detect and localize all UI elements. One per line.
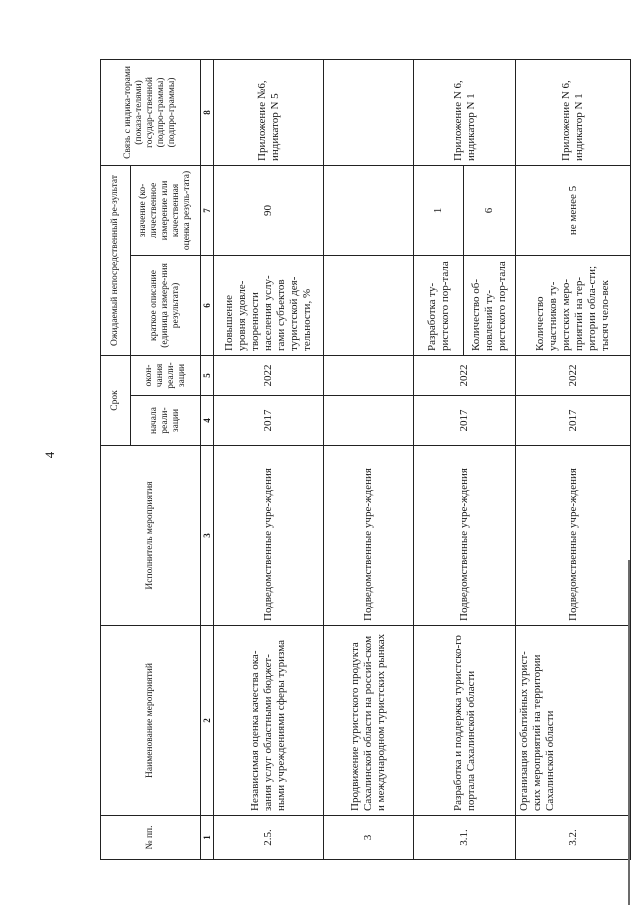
- column-number: 7: [201, 165, 214, 255]
- row-link: Приложение N 6, индикатор N 1: [414, 59, 516, 165]
- row-start: [324, 396, 414, 446]
- column-number: 4: [201, 396, 214, 446]
- measures-table-sheet: [100, 60, 630, 860]
- row-result-desc: [324, 255, 414, 355]
- measures-table: [100, 59, 631, 860]
- header-num: № пп.: [101, 816, 201, 860]
- header-end: окон-чания реали-зации: [131, 355, 201, 395]
- row-name: Продвижение туристского продукта Сахалинской области на россий-ском и международном туристских рынках: [324, 626, 414, 816]
- row-end: [324, 355, 414, 395]
- header-term: Срок: [101, 355, 131, 445]
- row-result-desc: Количество об-новлений ту-ристского пор-тала: [464, 255, 516, 355]
- header-result-desc: краткое описание (единица измере-ния результата): [131, 255, 201, 355]
- column-number: 5: [201, 355, 214, 395]
- table-row: [414, 59, 464, 859]
- row-start: 2017: [414, 396, 516, 446]
- column-number: 6: [201, 255, 214, 355]
- column-number: 2: [201, 626, 214, 816]
- row-start: 2017: [214, 396, 324, 446]
- row-name: Организация событийных турист-ских мероприятий на территории Сахалинской области: [516, 626, 631, 816]
- row-executor: Подведомственные учре-ждения: [414, 446, 516, 626]
- row-result-value: 1: [414, 165, 464, 255]
- row-result-value: 90: [214, 165, 324, 255]
- header-result: Ожидаемый непосредственный ре-зультат: [101, 165, 131, 355]
- row-executor: Подведомственные учре-ждения: [516, 446, 631, 626]
- row-name: Разработка и поддержка туристско-го портала Сахалинской области: [414, 626, 516, 816]
- table-row: [324, 59, 414, 859]
- header-name: Наименование мероприятий: [101, 626, 201, 816]
- row-result-value: [324, 165, 414, 255]
- column-number: 3: [201, 446, 214, 626]
- row-result-value: не менее 5: [516, 165, 631, 255]
- row-result-value: 6: [464, 165, 516, 255]
- row-result-desc: Количество участников ту-ристских меро-приятий на тер-ритории обла-сти; тысяч чело-век: [516, 255, 631, 355]
- row-link: Приложение N 6, индикатор N 1: [516, 59, 631, 165]
- page-number: 4: [42, 451, 57, 459]
- row-link: [324, 59, 414, 165]
- table-row: [516, 59, 631, 859]
- row-executor: Подведомственные учре-ждения: [324, 446, 414, 626]
- row-name: Независимая оценка качества ока-зания услуг областными бюджет-ными учреждениями сферы туризма: [214, 626, 324, 816]
- header-executor: Исполнитель мероприятия: [101, 446, 201, 626]
- column-number: 1: [201, 816, 214, 860]
- scan-edge-line: [628, 560, 630, 905]
- column-number: 8: [201, 59, 214, 165]
- row-num: 3.1.: [414, 816, 516, 860]
- header-result-value: значение (ко-личественное измерение или качественная оценка резуль-тата): [131, 165, 201, 255]
- row-executor: Подведомственные учре-ждения: [214, 446, 324, 626]
- header-link: Связь с индика-торами (показа-телями) государ-ственной (подпро-граммы) (подпро-граммы): [101, 59, 201, 165]
- row-end: 2022: [414, 355, 516, 395]
- table-row: [214, 59, 324, 859]
- row-num: 2.5.: [214, 816, 324, 860]
- row-start: 2017: [516, 396, 631, 446]
- row-end: 2022: [214, 355, 324, 395]
- row-num: 3.2.: [516, 816, 631, 860]
- row-result-desc: Разработка ту-ристского пор-тала: [414, 255, 464, 355]
- row-link: Приложение №6, индикатор N 5: [214, 59, 324, 165]
- row-result-desc: Повышение уровня удовле-творенности населения услу-гами субъектов туристской дея-тельности, %: [214, 255, 324, 355]
- row-end: 2022: [516, 355, 631, 395]
- row-num: 3: [324, 816, 414, 860]
- header-start: начала реали-зации: [131, 396, 201, 446]
